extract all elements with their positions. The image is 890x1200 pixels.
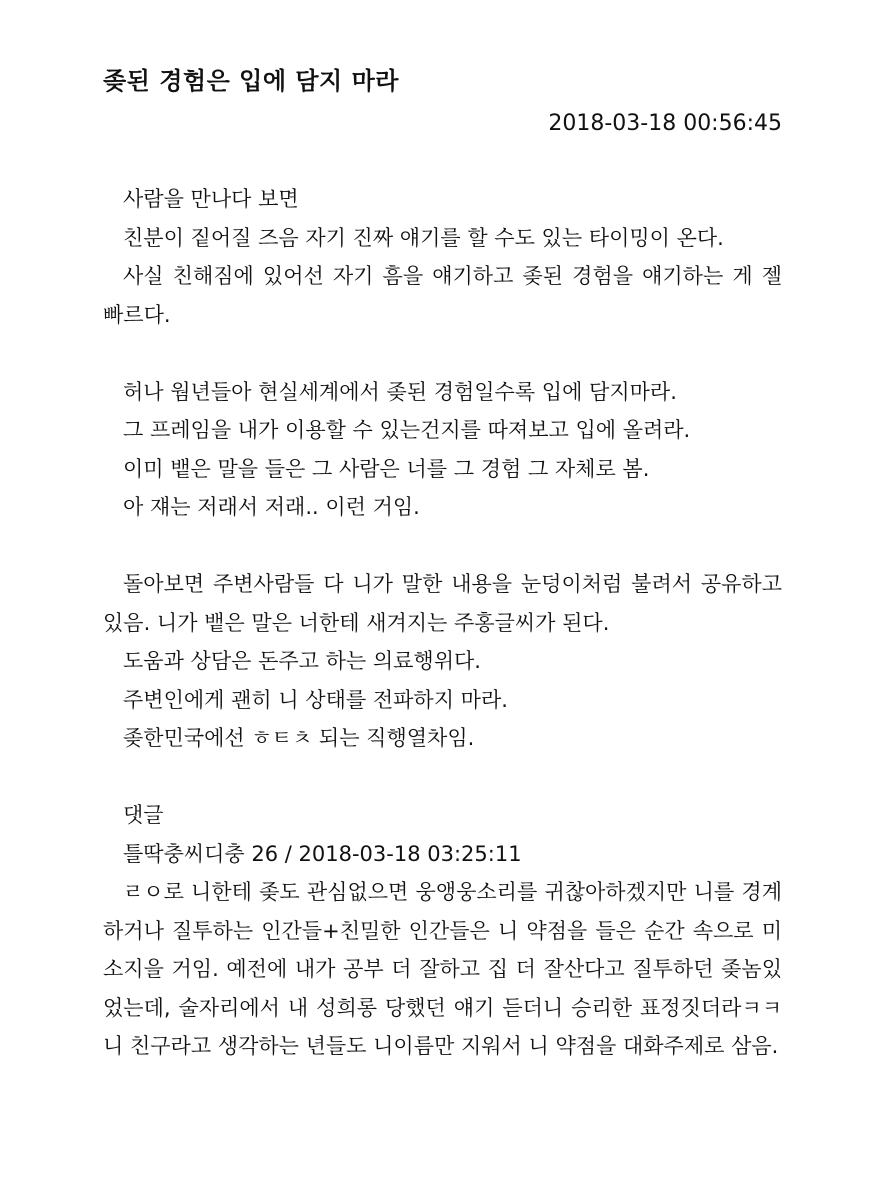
post-date: 2018-03-18 00:56:45 (548, 111, 782, 136)
body-paragraph: 아 쟤는 저래서 저래.. 이런 거임. (123, 495, 420, 519)
paragraph-gap (103, 334, 782, 373)
body-paragraph: 친분이 짙어질 즈음 자기 진짜 얘기를 할 수도 있는 타이밍이 온다. (123, 225, 724, 250)
comment-text: ㄹㅇ로 니한테 좆도 관심없으면 웅앵웅소리를 귀찮아하겠지만 니를 경계하거나 질투하는 인간들+친밀한 인간들은 니 약점을 들은 순간 속으로 미소지을 거임. 예전에 내가 공부 더 잘하고 집 더 잘산다고 질투하던 좆놈있었는데, 술자리에서 내 성희롱 당했던 얘기 듣더니 승리한 표정짓더라ㅋㅋ 니 친구라고 생각하는 년들도 니이름만 지워서 니 약점을 대화주제로 삼음. (103, 880, 782, 1058)
paragraph-gap (103, 527, 782, 566)
body-paragraph: 이미 뱉은 말을 들은 그 사람은 너를 그 경험 그 자체로 봄. (123, 456, 650, 481)
comment-item (103, 835, 782, 1066)
body-paragraph: 좆한민국에선 ㅎㅌㅊ 되는 직행열차임. (123, 726, 475, 750)
body-paragraph: 도움과 상담은 돈주고 하는 의료행위다. (123, 649, 481, 673)
body-paragraph: 주변인에게 괜히 니 상태를 전파하지 마라. (123, 687, 508, 712)
body-paragraph: 허나 웜년들아 현실세계에서 좆된 경험일수록 입에 담지마라. (123, 379, 677, 404)
body-paragraph: 그 프레임을 내가 이용할 수 있는건지를 따져보고 입에 올려라. (123, 418, 691, 442)
post-body (103, 180, 782, 1066)
comment-meta: 틀딱충씨디충 26 / 2018-03-18 03:25:11 (123, 841, 522, 866)
post-title: 좆된 경험은 입에 담지 마라 (103, 67, 399, 95)
paragraph-gap (103, 758, 782, 797)
comments-label: 댓글 (123, 803, 164, 827)
body-paragraph: 사람을 만나다 보면 (123, 187, 299, 211)
body-paragraph: 사실 친해짐에 있어선 자기 흠을 얘기하고 좆된 경험을 얘기하는 게 젤 빠르다. (103, 264, 782, 327)
body-paragraph: 돌아보면 주변사람들 다 니가 말한 내용을 눈덩이처럼 불려서 공유하고 있음. 니가 뱉은 말은 너한테 새겨지는 주홍글씨가 된다. (103, 572, 782, 635)
